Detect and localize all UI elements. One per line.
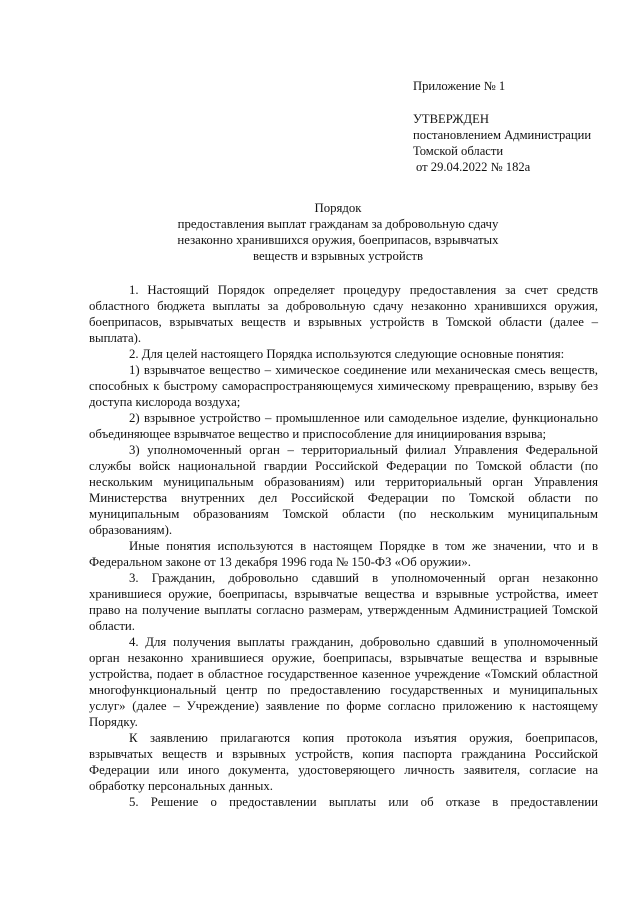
paragraph-3: 3. Гражданин, добровольно сдавший в уполномоченный орган незаконно хранившиеся оружие, боеприпасы, взрывчатые вещества и взрывные устройства, имеет право на получение выплаты согласно размерам, утвержденным Администрацией Томской области. [89, 571, 598, 633]
approved-by-line2: Томской области [413, 144, 504, 158]
title-line-2: предоставления выплат гражданам за добровольную сдачу [177, 217, 499, 231]
paragraph-5: 5. Решение о предоставлении выплаты или об отказе в предоставлении [129, 795, 598, 809]
paragraph-2-item-1: 1) взрывчатое вещество – химическое соединение или механическая смесь веществ, способных к быстрому самораспространяющемуся химическому превращению, взрыву без доступа кислорода воздуха; [89, 363, 598, 409]
paragraph-2: 2. Для целей настоящего Порядка используются следующие основные понятия: [129, 347, 565, 361]
title-line-1: Порядок [314, 201, 362, 215]
title-line-4: веществ и взрывных устройств [252, 249, 424, 263]
paragraph-1: 1. Настоящий Порядок определяет процедуру предоставления за счет средств областного бюджета выплаты за добровольную сдачу незаконно хранившихся оружия, боеприпасов, взрывчатых веществ и взрывных устройств в Томской области (далее – выплата). [89, 283, 598, 345]
paragraph-2-item-3: 3) уполномоченный орган – территориальный филиал Управления Федеральной службы войск национальной гвардии Российской Федерации по Томской области (по нескольким муниципальным образованиям) или территориальный орган Управления Министерства внутренних дел Российской Федерации по Томской области по муниципальным образованиям Томской области (по нескольким муниципальным образованиям). [89, 443, 598, 537]
paragraph-2-item-2: 2) взрывное устройство – промышленное или самодельное изделие, функционально объединяющее взрывчатое вещество и приспособление для инициирования взрыва; [89, 411, 598, 441]
paragraph-attachments: К заявлению прилагаются копия протокола изъятия оружия, боеприпасов, взрывчатых веществ и взрывных устройств, копия паспорта гражданина Российской Федерации или иного документа, удостоверяющего личность заявителя, согласие на обработку персональных данных. [89, 731, 598, 793]
approved-by-line1: постановлением Администрации [413, 128, 592, 142]
approval-date-number: от 29.04.2022 № 182а [416, 160, 531, 174]
appendix-label: Приложение № 1 [413, 79, 506, 93]
document-body [89, 282, 598, 810]
document-title [70, 200, 606, 264]
approval-block [413, 78, 591, 175]
paragraph-other-terms: Иные понятия используются в настоящем Порядке в том же значении, что и в Федеральном законе от 13 декабря 1996 года № 150-ФЗ «Об оружии». [89, 539, 598, 569]
approved-label: УТВЕРЖДЕН [413, 112, 489, 126]
paragraph-4: 4. Для получения выплаты гражданин, добровольно сдавший в уполномоченный орган незаконно хранившиеся оружие, боеприпасы, взрывчатые вещества и взрывные устройства, подает в областное государственное казенное учреждение «Томский областной многофункциональный центр по предоставлению государственных и муниципальных услуг» (далее – Учреждение) заявление по форме согласно приложению к настоящему Порядку. [89, 635, 598, 729]
title-line-3: незаконно хранившихся оружия, боеприпасов, взрывчатых [177, 233, 499, 247]
